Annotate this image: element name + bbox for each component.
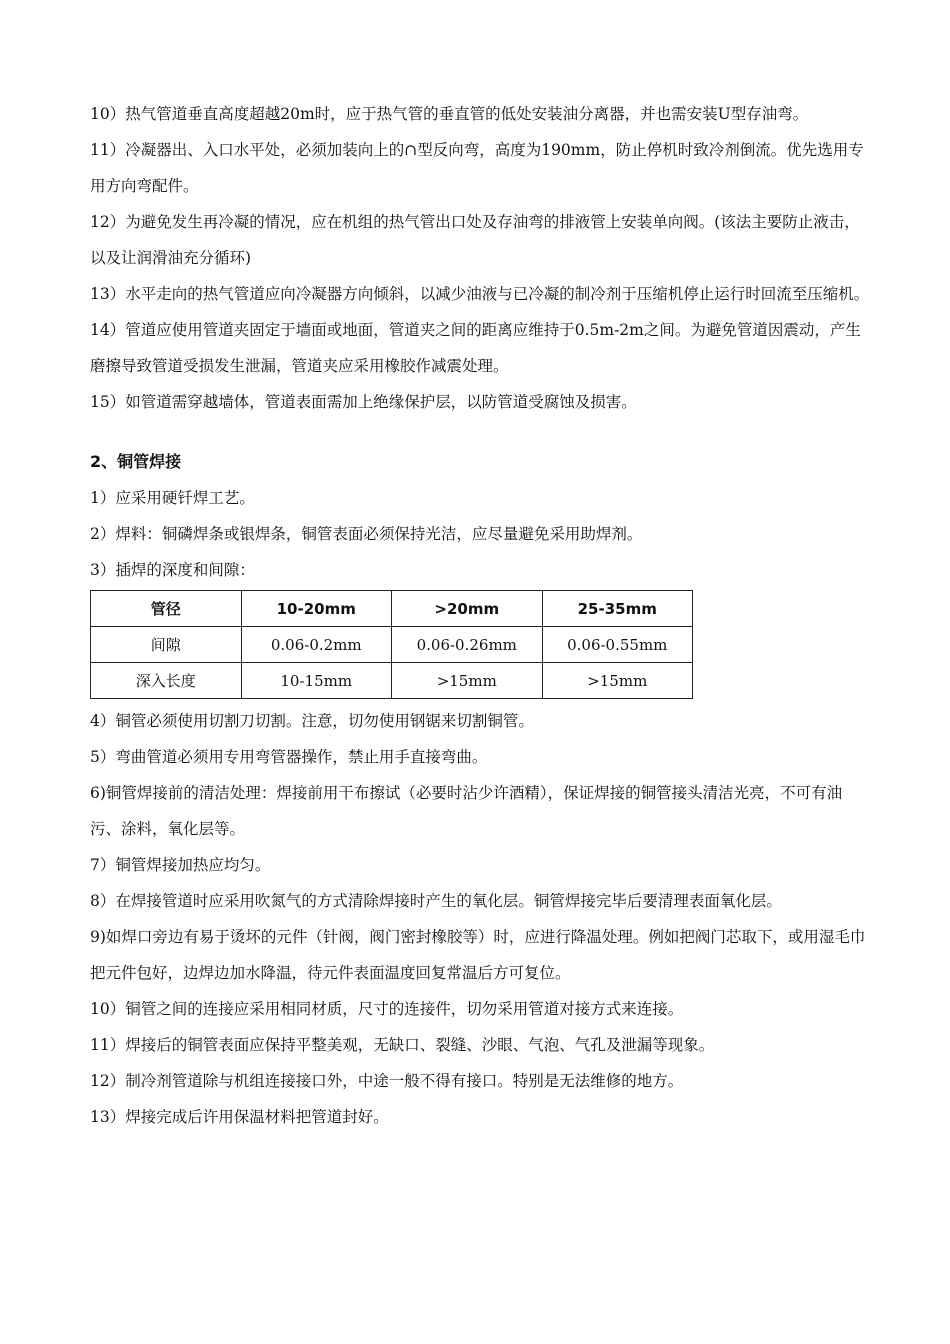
list-item: 10）热气管道垂直高度超越20m时，应于热气管的垂直管的低处安装油分离器，并也需安装U型存油弯。 xyxy=(90,105,809,123)
list-item: 8）在焊接管道时应采用吹氮气的方式清除焊接时产生的氧化层。铜管焊接完毕后要清理表面氧化层。 xyxy=(90,892,782,910)
table-header-cell: 10-20mm xyxy=(241,591,392,627)
list-item: 13）焊接完成后许用保温材料把管道封好。 xyxy=(90,1108,389,1126)
table-cell: 0.06-0.26mm xyxy=(392,627,543,663)
list-item: 12）为避免发生再冷凝的情况，应在机组的热气管出口处及存油弯的排液管上安装单向阀。(该法主要防止液击，以及让润滑油充分循环) xyxy=(90,213,860,267)
table-cell: 深入长度 xyxy=(91,663,242,699)
table-row xyxy=(91,663,693,699)
list-item: 4）铜管必须使用切割刀切割。注意，切勿使用钢锯来切割铜管。 xyxy=(90,712,534,730)
list-item: 1）应采用硬钎焊工艺。 xyxy=(90,489,255,507)
table-cell: >15mm xyxy=(392,663,543,699)
section2-list-before xyxy=(90,480,870,588)
list-item: 3）插焊的深度和间隙： xyxy=(90,561,255,579)
document-page xyxy=(90,96,870,1135)
table-header-cell: 管径 xyxy=(91,591,242,627)
section2-list-after xyxy=(90,703,870,1135)
table-cell: >15mm xyxy=(542,663,693,699)
list-item: 11）冷凝器出、入口水平处，必须加装向上的∩型反向弯，高度为190mm，防止停机时致冷剂倒流。优先选用专用方向弯配件。 xyxy=(90,141,864,195)
list-item: 11）焊接后的铜管表面应保持平整美观，无缺口、裂缝、沙眼、气泡、气孔及泄漏等现象。 xyxy=(90,1036,715,1054)
list-item: 7）铜管焊接加热应均匀。 xyxy=(90,856,271,874)
table-header-row xyxy=(91,591,693,627)
list-item: 10）铜管之间的连接应采用相同材质，尺寸的连接件，切勿采用管道对接方式来连接。 xyxy=(90,1000,684,1018)
table-header-cell: 25-35mm xyxy=(542,591,693,627)
list-item: 9)如焊口旁边有易于烫坏的元件（针阀，阀门密封橡胶等）时，应进行降温处理。例如把阀门芯取下，或用湿毛巾把元件包好，边焊边加水降温，待元件表面温度回复常温后方可复位。 xyxy=(90,928,866,982)
table-cell: 0.06-0.2mm xyxy=(241,627,392,663)
welding-spec-table xyxy=(90,590,693,699)
table-cell: 0.06-0.55mm xyxy=(542,627,693,663)
table-cell: 10-15mm xyxy=(241,663,392,699)
table-cell: 间隙 xyxy=(91,627,242,663)
table-row xyxy=(91,627,693,663)
list-item: 6)铜管焊接前的清洁处理：焊接前用干布擦试（必要时沾少许酒精），保证焊接的铜管接头清洁光亮，不可有油污、涂料，氧化层等。 xyxy=(90,784,843,838)
table-header-cell: >20mm xyxy=(392,591,543,627)
list-item: 2）焊料：铜磷焊条或银焊条，铜管表面必须保持光洁，应尽量避免采用助焊剂。 xyxy=(90,525,643,543)
list-item: 5）弯曲管道必须用专用弯管器操作，禁止用手直接弯曲。 xyxy=(90,748,488,766)
list-item: 15）如管道需穿越墙体，管道表面需加上绝缘保护层，以防管道受腐蚀及损害。 xyxy=(90,393,637,411)
section-spacer xyxy=(90,420,870,444)
list-item: 12）制冷剂管道除与机组连接接口外，中途一般不得有接口。特别是无法维修的地方。 xyxy=(90,1072,684,1090)
section1-list xyxy=(90,96,870,420)
list-item: 13）水平走向的热气管道应向冷凝器方向倾斜，以减少油液与已冷凝的制冷剂于压缩机停止运行时回流至压缩机。 xyxy=(90,285,870,303)
list-item: 14）管道应使用管道夹固定于墙面或地面，管道夹之间的距离应维持于0.5m-2m之间。为避免管道因震动，产生磨擦导致管道受损发生泄漏，管道夹应采用橡胶作减震处理。 xyxy=(90,321,861,375)
section-heading: 2、铜管焊接 xyxy=(90,452,182,471)
